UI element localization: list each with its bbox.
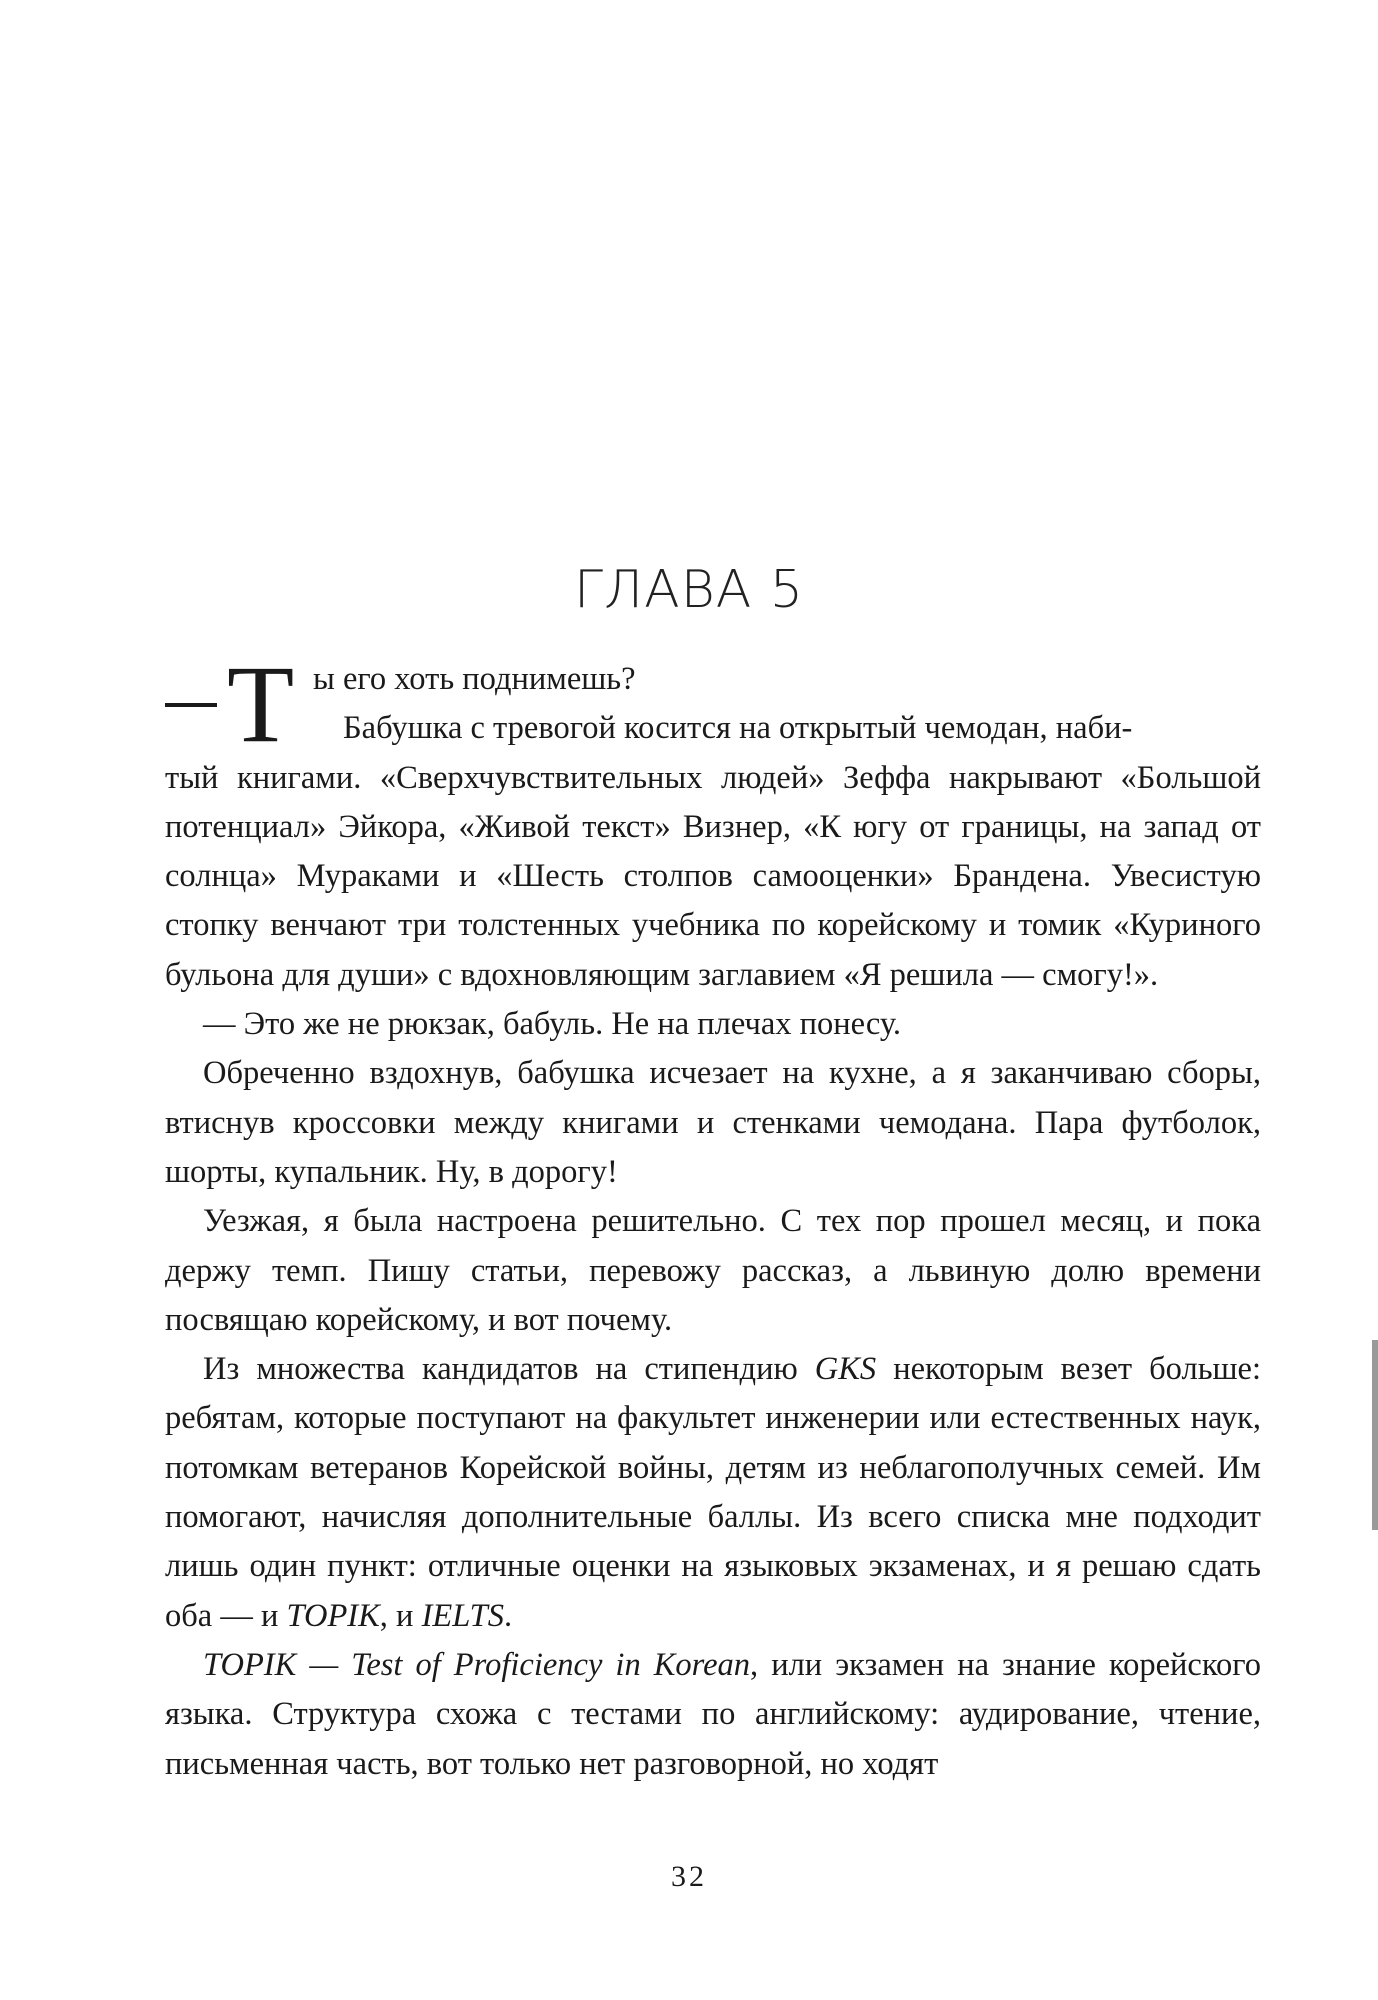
drop-cap: Т — [227, 643, 295, 765]
chapter-title: ГЛАВА 5 — [574, 560, 804, 620]
p6-text: , или экзамен на знание корейского языка. Структура схожа с тестами по английскому: аудирование, чтение, письменная часть, вот только нет разговорной, но ходят — [165, 1646, 1261, 1782]
chapter-body — [165, 643, 1261, 1789]
p5-text-c: , и — [379, 1597, 422, 1634]
opening-line-1: ы его хоть поднимешь? — [313, 661, 636, 697]
p5-text-d: . — [504, 1597, 513, 1634]
scan-edge-mark — [1372, 1340, 1378, 1530]
paragraph-3: Обреченно вздохнув, бабушка исчезает на кухне, а я заканчиваю сборы, втиснув кроссовки между книгами и стенками чемодана. Пара футболок, шорты, купальник. Ну, в дорогу! — [165, 1055, 1261, 1190]
paragraph-1-continued: тый книгами. «Сверхчувствительных людей» Зеффа накрывают «Большой потенциал» Эйкора, «Живой текст» Визнер, «К югу от границы, на запад от солнца» Мураками и «Шесть столпов самооценки» Брандена. Увесистую стопку венчают три толстенных учебника по корейскому и томик «Куриного бульона для души» с вдохновляющим заглавием «Я решила — смогу!». — [165, 759, 1261, 993]
paragraph-6 — [165, 1641, 1261, 1789]
p5-gks: GKS — [814, 1351, 877, 1388]
p5-ielts: IELTS — [421, 1597, 505, 1634]
p5-text-a: Из множества кандидатов на стипендию — [203, 1351, 815, 1388]
paragraph-2: — Это же не рюкзак, бабуль. Не на плечах понесу. — [203, 1006, 902, 1043]
p5-topik: TOPIK — [286, 1597, 380, 1634]
paragraph-5 — [165, 1345, 1261, 1641]
page-number: 32 — [671, 1860, 707, 1893]
opening-lines — [165, 643, 1261, 765]
paragraph-4: Уезжая, я была настроена решительно. С тех пор прошел месяц, и пока держу темп. Пишу статьи, перевожу рассказ, а львиную долю времени посвящаю корейскому, и вот почему. — [165, 1203, 1261, 1338]
opening-line-2: Бабушка с тревогой косится на открытый чемодан, наби- — [343, 710, 1133, 747]
dialogue-dash — [165, 703, 217, 707]
p5-text-b: некоторым везет больше: ребятам, которые поступают на факультет инженерии или естественных наук, потомкам ветеранов Корейской войны, детям из неблагополучных семей. Им помогают, начисляя дополнительные баллы. Из всего списка мне подходит лишь один пункт: отличные оценки на языковых экзаменах, и я решаю сдать оба — и — [165, 1351, 1261, 1634]
p6-topik-definition: TOPIK — Test of Proficiency in Korean — [203, 1646, 751, 1683]
